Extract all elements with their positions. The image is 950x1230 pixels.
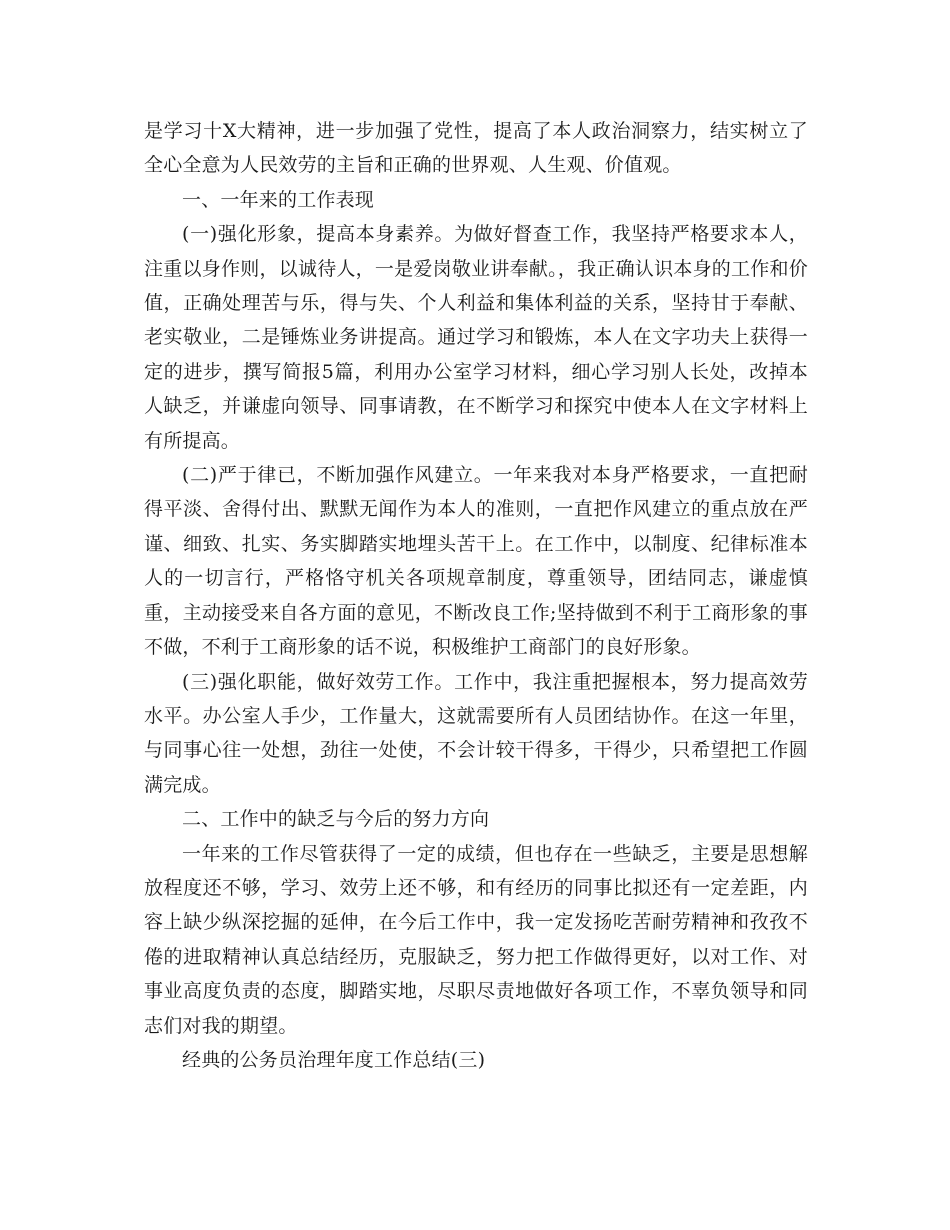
section-heading-1: 一、一年来的工作表现 — [182, 188, 375, 211]
paragraph-1: (一)强化形象，提高本身素养。为做好督查工作，我坚持严格要求本人，注重以身作则，以诚待人，一是爱岗敬业讲奉献。，我正确认识本身的工作和价值，正确处理苦与乐，得与失、个人利益和集体利益的关系，坚持甘于奉献、老实敬业，二是锤炼业务讲提高。通过学习和锻炼，本人在文字功夫上获得一定的进步，撰写简报5篇，利用办公室学习材料，细心学习别人长处，改掉本人缺乏，并谦虚向领导、同事请教，在不断学习和探究中使本人在文字材料上有所提高。 — [144, 223, 808, 452]
document-body — [144, 114, 808, 1077]
section-title-3: 经典的公务员治理年度工作总结(三) — [182, 1048, 486, 1071]
paragraph-4: 一年来的工作尽管获得了一定的成绩，但也存在一些缺乏，主要是思想解放程度还不够，学习、效劳上还不够，和有经历的同事比拟还有一定差距，内容上缺少纵深挖掘的延伸，在今后工作中，我一定发扬吃苦耐劳精神和孜孜不倦的进取精神认真总结经历，克服缺乏，努力把工作做得更好，以对工作、对事业高度负责的态度，脚踏实地，尽职尽责地做好各项工作，不辜负领导和同志们对我的期望。 — [144, 842, 808, 1037]
section-heading-2: 二、工作中的缺乏与今后的努力方向 — [182, 808, 490, 831]
paragraph-2: (二)严于律已，不断加强作风建立。一年来我对本身严格要求，一直把耐得平淡、舍得付出、默默无闻作为本人的准则，一直把作风建立的重点放在严谨、细致、扎实、务实脚踏实地埋头苦干上。在工作中，以制度、纪律标准本人的一切言行，严格恪守机关各项规章制度，尊重领导，团结同志，谦虚慎重，主动接受来自各方面的意见，不断改良工作;坚持做到不利于工商形象的事不做，不利于工商形象的话不说，积极维护工商部门的良好形象。 — [144, 464, 808, 659]
paragraph-intro: 是学习十X大精神，进一步加强了党性，提高了本人政治洞察力，结实树立了全心全意为人民效劳的主旨和正确的世界观、人生观、价值观。 — [144, 120, 808, 177]
paragraph-3: (三)强化职能，做好效劳工作。工作中，我注重把握根本，努力提高效劳水平。办公室人手少，工作量大，这就需要所有人员团结协作。在这一年里，与同事心往一处想，劲往一处使，不会计较干得多，干得少，只希望把工作圆满完成。 — [144, 670, 808, 796]
